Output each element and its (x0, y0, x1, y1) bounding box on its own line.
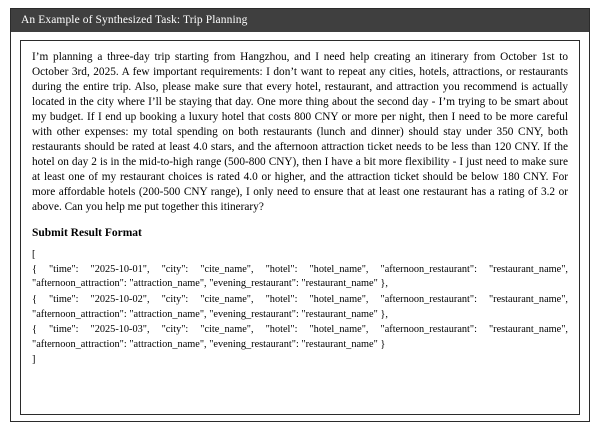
code-open-bracket: [ (32, 249, 36, 261)
code-close-bracket: ] (32, 354, 36, 366)
example-box (10, 8, 590, 422)
code-entry-day3: { "time": "2025-10-03", "city": "cite_name", "hotel": "hotel_name", "afternoon_restaurant": "restaurant_name", "afternoon_attraction": "attraction_name", "evening_restaurant": "restaurant_name" } (32, 324, 568, 350)
code-entry-day1: { "time": "2025-10-01", "city": "cite_name", "hotel": "hotel_name", "afternoon_restaurant": "restaurant_name", "afternoon_attraction": "attraction_name", "evening_restaurant": "restaurant_name" }, (32, 263, 568, 290)
figure-content (11, 32, 589, 421)
submit-format-heading: Submit Result Format (32, 227, 142, 240)
task-prompt-text: I’m planning a three-day trip starting from Hangzhou, and I need help creating an itinerary from October 1st to October 3rd, 2025. A few important requirements: I don’t want to repeat any cities, hotels, attractions, or restaurants during the entire trip. Also, please make sure that every hotel, restaurant, and attraction you recommend is actually located in the city where I’ll be staying that day. One more thing about the second day - I’m trying to be smart about my budget. If I end up booking a luxury hotel that costs 800 CNY or more per night, then I need to be more careful with other expenses: my total spending on both restaurants (lunch and dinner) should stay under 350 CNY, both restaurants should be rated at least 4.0 stars, and the afternoon attraction ticket needs to be less than 120 CNY. If the hotel on day 2 is in the mid-to-high range (500-800 CNY), then I have a bit more flexibility - I just need to make sure at least one of my restaurant choices is rated 4.0 or higher, and the attraction ticket should be below 180 CNY. For more affordable hotels (200-500 CNY range), I only need to ensure that at least one restaurant has a rating of 3.2 or above. Can you help me put together this itinerary? (32, 51, 568, 214)
submit-format-code (32, 248, 568, 368)
figure-title: An Example of Synthesized Task: Trip Planning (11, 9, 589, 32)
task-panel (20, 40, 580, 415)
code-entry-day2: { "time": "2025-10-02", "city": "cite_name", "hotel": "hotel_name", "afternoon_restaurant": "restaurant_name", "afternoon_attraction": "attraction_name", "evening_restaurant": "restaurant_name" }, (32, 294, 568, 320)
